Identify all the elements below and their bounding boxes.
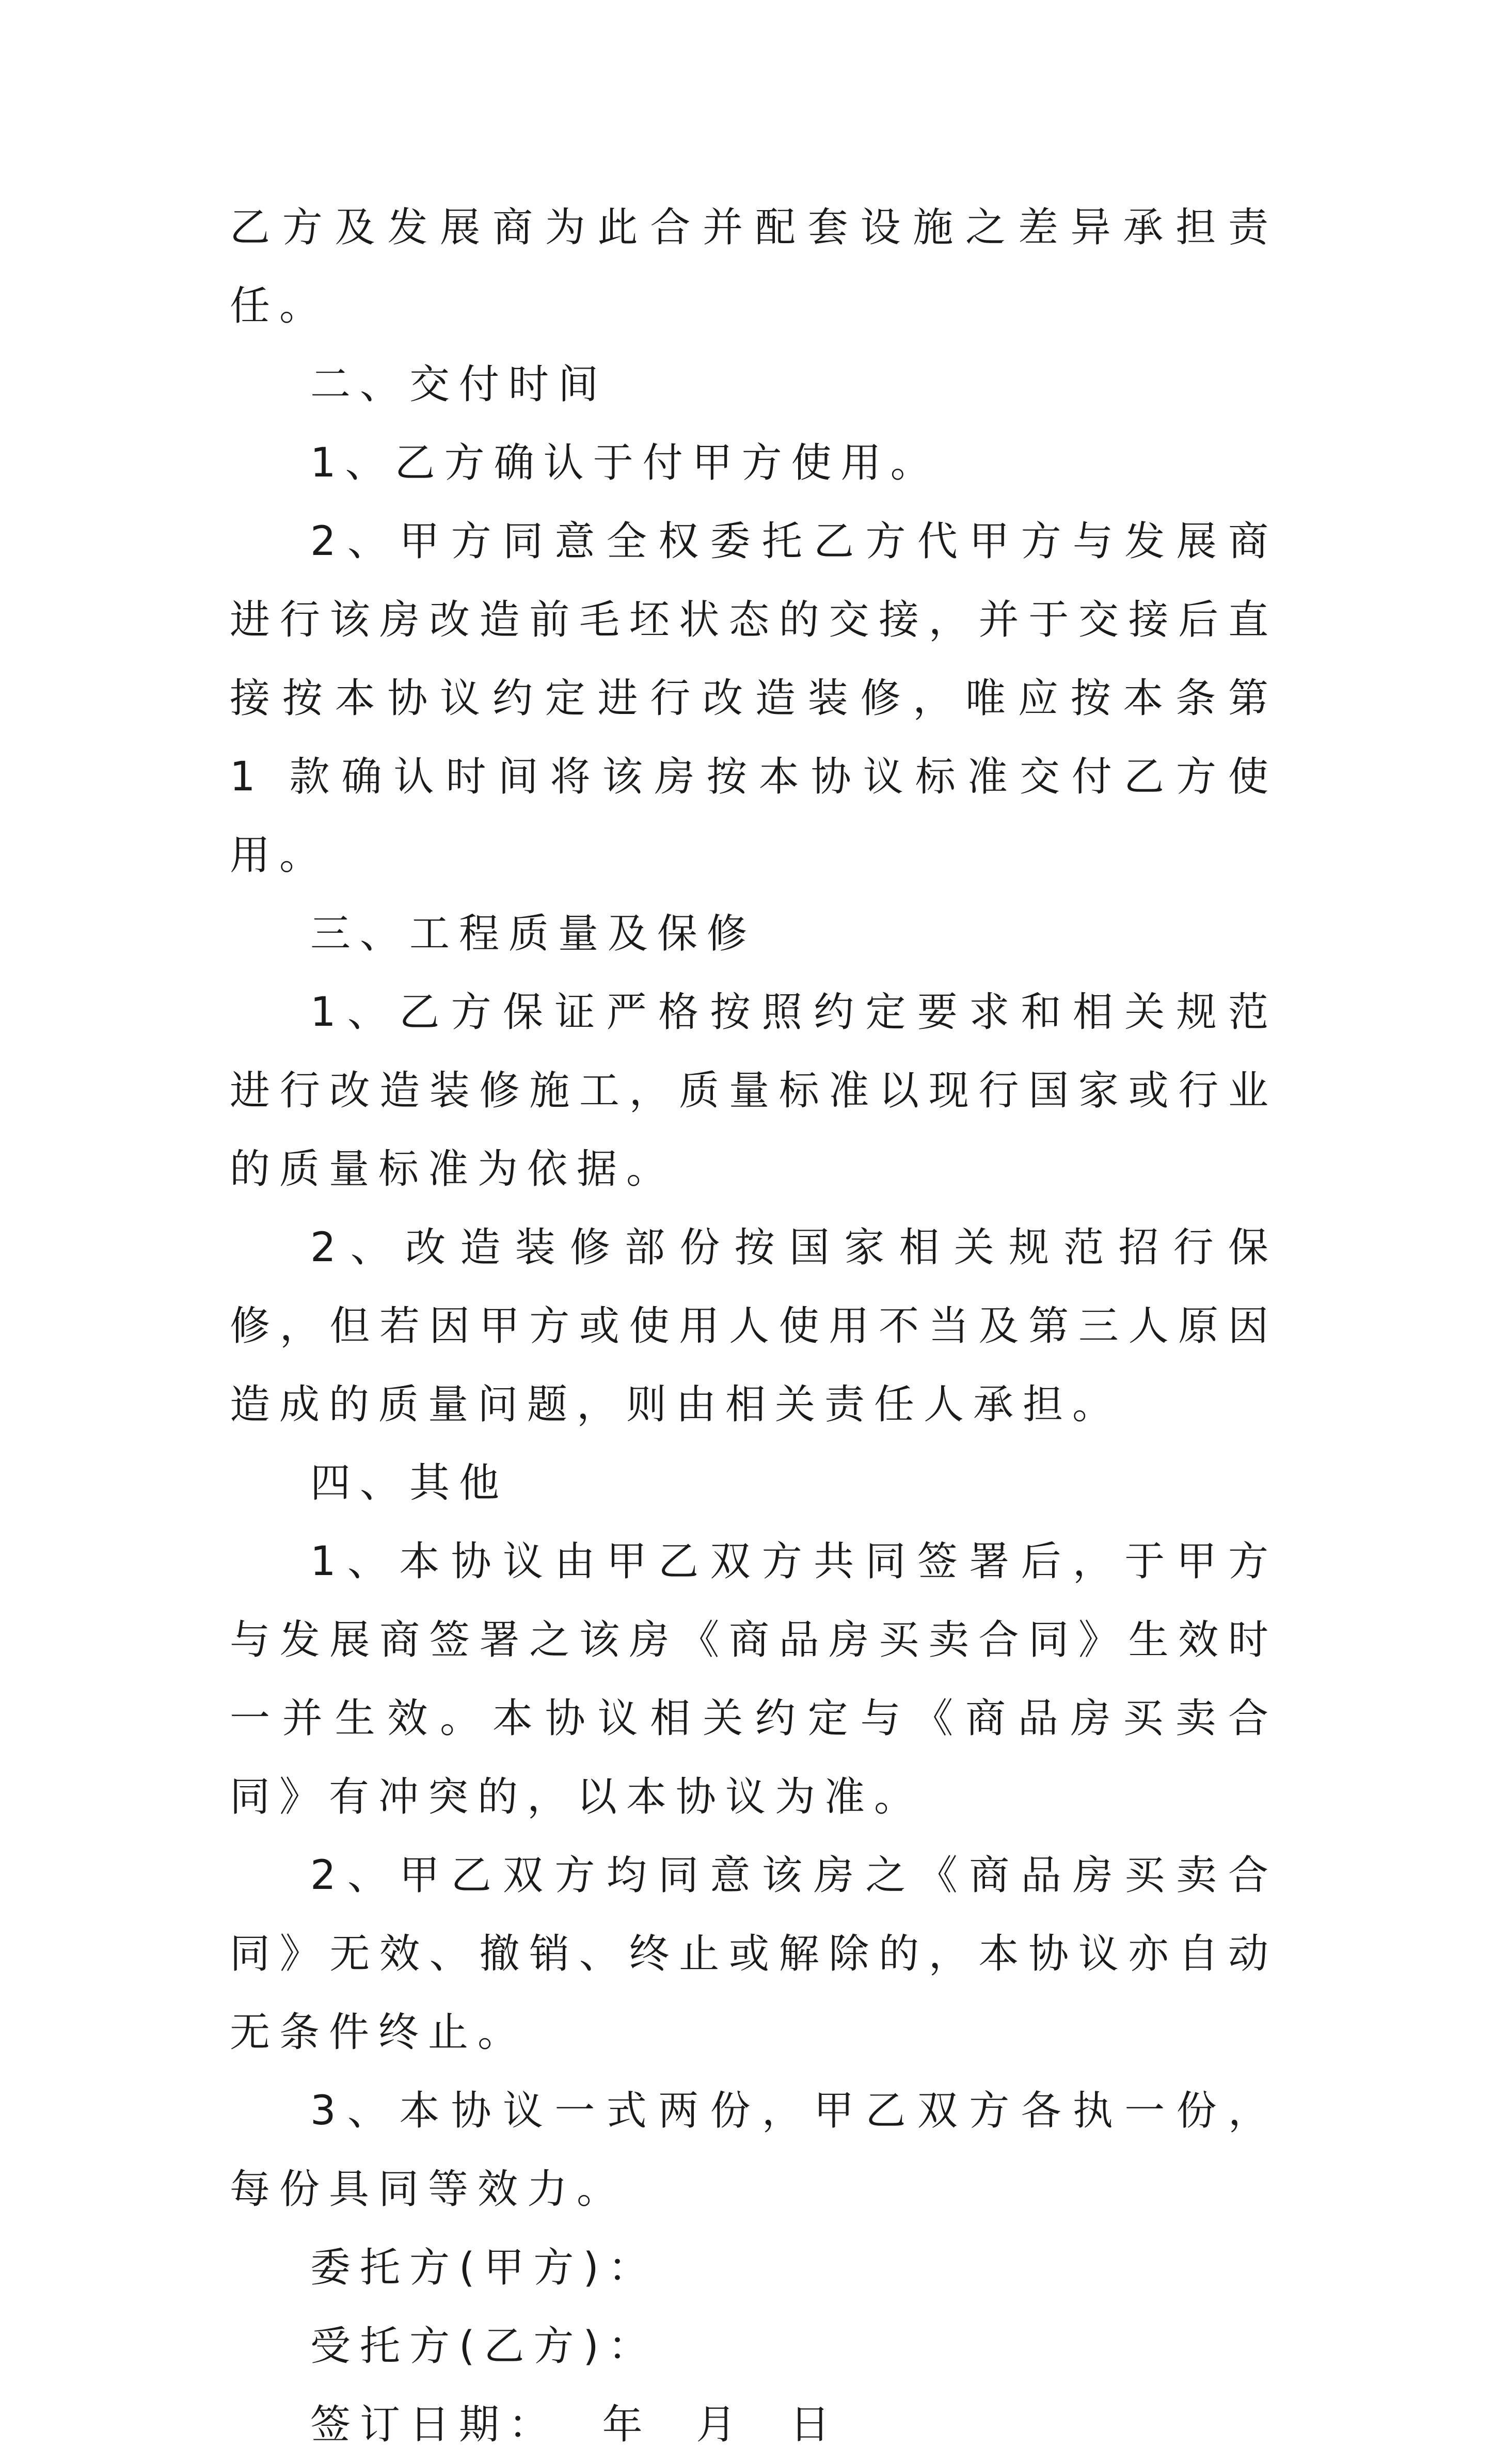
clause-3-1: 1、乙方保证严格按照约定要求和相关规范进行改造装修施工，质量标准以现行国家或行业的质量标准为依据。 [230,989,1278,1193]
signature-date-line: 签订日期： 年 月 日 [310,2402,839,2448]
clause-4-1: 1、本协议由甲乙双方共同签署后，于甲方与发展商签署之该房《商品房买卖合同》生效时一并生效。本协议相关约定与《商品房买卖合同》有冲突的，以本协议为准。 [230,1538,1278,1820]
section-heading-delivery-time: 二、交付时间 [310,361,608,408]
clause-2-2: 2、甲方同意全权委托乙方代甲方与发展商进行该房改造前毛坯状态的交接，并于交接后直接按本协议约定进行改造装修，唯应按本条第 1 款确认时间将该房按本协议标准交付乙方使用。 [230,518,1278,879]
clause-3-2: 2、改造装修部份按国家相关规范招行保修，但若因甲方或使用人使用不当及第三人原因造成的质量问题，则由相关责任人承担。 [230,1225,1278,1428]
section-heading-quality-warranty: 三、工程质量及保修 [310,911,757,957]
document-body [230,188,1278,2464]
clause-4-2: 2、甲乙双方均同意该房之《商品房买卖合同》无效、撤销、终止或解除的，本协议亦自动无条件终止。 [230,1852,1278,2056]
signature-agent-line: 受托方(乙方)： [310,2323,658,2370]
clause-2-1: 1、乙方确认于付甲方使用。 [310,440,940,486]
clause-4-3: 3、本协议一式两份，甲乙双方各执一份，每份具同等效力。 [230,2088,1278,2213]
signature-principal-line: 委托方(甲方)： [310,2245,658,2291]
section-heading-other: 四、其他 [310,1460,509,1506]
paragraph-continuation: 乙方及发展商为此合并配套设施之差异承担责任。 [230,204,1278,329]
